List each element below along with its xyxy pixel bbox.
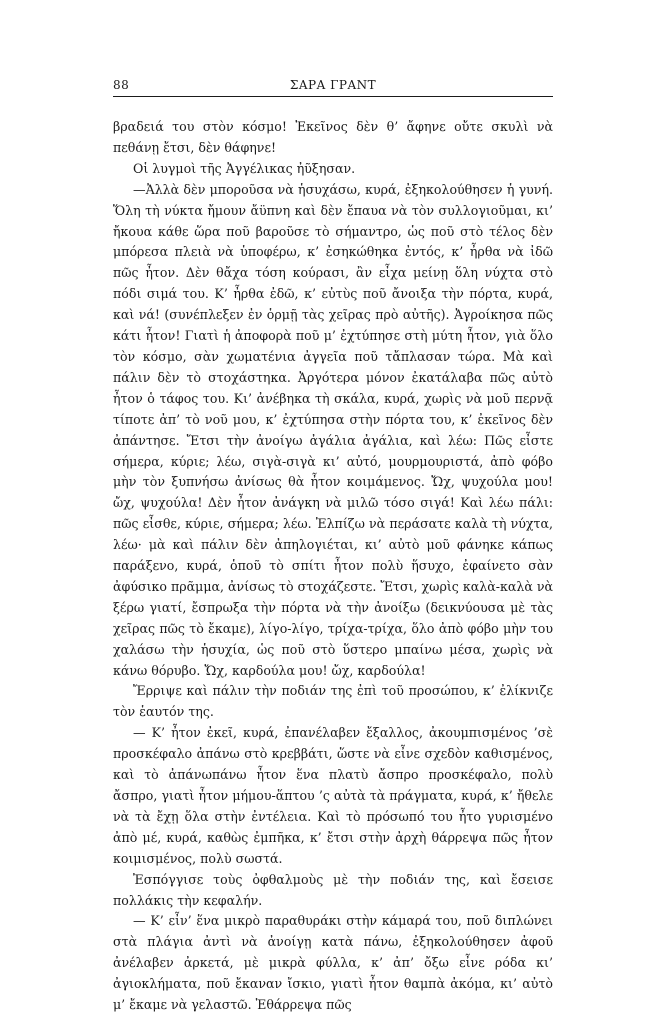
body-text (113, 117, 553, 1016)
paragraph-continuation: βραδειά του στὸν κόσμο! Ἐκεῖνος δὲν θ’ ἄφηνε οὔτε σκυλὶ νὰ πεθάνῃ ἔτσι, δὲν θάφηνε! (113, 119, 553, 155)
paragraph: Ἐσπόγγισε τοὺς ὀφθαλμοὺς μὲ τὴν ποδιάν της, καὶ ἔσεισε πολλάκις τὴν κεφαλήν. (113, 871, 553, 908)
paragraph: —Ἀλλὰ δὲν μποροῦσα νὰ ἡσυχάσω, κυρά, ἐξηκολούθησεν ἡ γυνή. Ὅλη τὴ νύκτα ἤμουν ἄϋπνη καὶ δὲν ἔπαυα νὰ τὸν συλλογιοῦμαι, κι’ ἤκουα κάθε ὥρα ποῦ βαροῦσε τὸ σήμαντρο, ὡς ποῦ στὸ τέλος δὲν μπόρεσα πλειὰ νὰ ὑποφέρω, κ’ ἐσηκώθηκα ἐντός, κ’ ἦρθα νὰ ἰδῶ πῶς ἦτον. Δὲν θἄχα τόση κούρασι, ἂν εἶχα μείνῃ ὅλη νύχτα στὸ πόδι σιμά του. Κ’ ἦρθα ἐδῶ, κ’ εὐτὺς ποῦ ἄνοιξα τὴν πόρτα, κυρά, καὶ νά! (συνέπλεξεν ἐν ὁρμῇ τὰς χεῖρας πρὸ αὐτῆς). Ἀγροίκησα πῶς κάτι ἦτον! Γιατὶ ἡ ἀποφορὰ ποῦ μ’ ἐχτύπησε στὴ μύτη ἦτον, γιὰ ὅλο τὸν κόσμο, σὰν χωματένια ἀγγεῖα ποῦ τἄπλασαν τώρα. Μὰ καὶ πάλιν δὲν τὸ στοχάστηκα. Ἀργότερα μόνον ἐκατάλαβα πῶς αὐτὸ ἦτον ὁ τάφος του. Κι’ ἀνέβηκα τὴ σκάλα, κυρά, χωρὶς νὰ μοῦ περνᾷ τίποτε ἀπ’ τὸ νοῦ μου, κ’ ἐχτύπησα στὴν πόρτα του, κ’ ἐκεῖνος δὲν ἀπάντησε. Ἔτσι τὴν ἀνοίγω ἀγάλια ἀγάλια, καὶ λέω: Πῶς εἶστε σήμερα, κύριε; λέω, σιγὰ-σιγὰ κι’ αὐτό, μουρμουριστά, ἀπὸ φόβο μὴν τὸν ξυπνήσω ἀνίσως θὰ ἦτον κοιμάμενος. Ὤχ, ψυχούλα μου! ὤχ, ψυχούλα! Δὲν ἦτον ἀνάγκη νὰ μιλῶ τόσο σιγά! Καὶ λέω πάλι: πῶς εἶσθε, κύριε, σήμερα; λέω. Ἐλπίζω νὰ περάσατε καλὰ τὴ νύχτα, λέω· μὰ καὶ πάλιν δὲν ἀπηλογιέται, κι’ αὐτὸ μοῦ φάνηκε κάπως παράξενο, κυρά, ὁποῦ τὸ σπίτι ἦτον πολὺ ἥσυχο, ἐφαίνετο σὰν ἀφύσικο πρᾶμμα, ἀνίσως τὸ στοχάζεστε. Ἔτσι, χωρὶς καλὰ-καλὰ νὰ ξέρω γιατί, ἔσπρωξα τὴν πόρτα νὰ τὴν ἀνοίξω (δεικνύουσα μὲ τὰς χεῖρας πῶς τὸ ἔκαμε), λίγο-λίγο, τρίχα-τρίχα, ὅλο ἀπὸ φόβο μὴν του χαλάσω τὴν ἡσυχία, ὡς ποῦ στὸ ὕστερο μπαίνω μέσα, χωρὶς νὰ κάνω θόρυβο. Ὤχ, καρδούλα μου! ὤχ, καρδούλα! (113, 181, 553, 678)
running-header (113, 78, 553, 94)
header-rule (113, 96, 553, 97)
paragraph: — Κ’ εἶν’ ἕνα μικρὸ παραθυράκι στὴν κάμαρά του, ποῦ διπλώνει στὰ πλάγια ἀντὶ νὰ ἀνοίγῃ κατὰ πάνω, ἐξηκολούθησεν ἀφοῦ ἀνέλαβεν ἀρκετά, μὲ μικρὰ φύλλα, κ’ ἀπ’ ὄξω εἶνε ρόδα κι’ ἀγιοκλήματα, ποῦ ἔκαναν ἴσκιο, γιατὶ ἦτον θαμπὰ ἀκόμα, κι’ αὐτὸ μ’ ἔκαμε νὰ γελαστῶ. Ἐθάρρεψα πῶς (113, 913, 553, 1013)
paragraph: Οἱ λυγμοὶ τῆς Ἀγγέλικας ἠῦξησαν. (133, 160, 356, 176)
paragraph: Ἔρριψε καὶ πάλιν τὴν ποδιάν της ἐπὶ τοῦ προσώπου, κ’ ἐλίκνιζε τὸν ἑαυτόν της. (113, 683, 553, 720)
page-number: 88 (113, 78, 130, 92)
running-title: ΣΑΡΑ ΓΡΑΝΤ (289, 78, 377, 92)
paragraph: — Κ’ ἦτον ἐκεῖ, κυρά, ἐπανέλαβεν ἔξαλλος, ἀκουμπισμένος ’σὲ προσκέφαλο ἀπάνω στὸ κρεββάτι, ὥστε νὰ εἶνε σχεδὸν καθισμένος, καὶ τὸ ἀπάνωπάνω ἦτον ἕνα πλατὺ ἄσπρο προσκέφαλο, πολὺ ἄσπρο, γιατὶ ἦτον μήμου-ἅπτου ’ς αὐτὰ τὰ πράγματα, κυρά, κ’ ἤθελε νὰ τὰ ἔχῃ ὅλα στὴν ἐντέλεια. Καὶ τὸ πρόσωπό του ἦτο γυρισμένο ἀπὸ μέ, κυρά, καθὼς ἐμπῆκα, κ’ ἔτσι στὴν ἀρχὴ θάρρεψα πῶς ἦτον κοιμισμένος, πολὺ σωστά. (113, 725, 553, 866)
